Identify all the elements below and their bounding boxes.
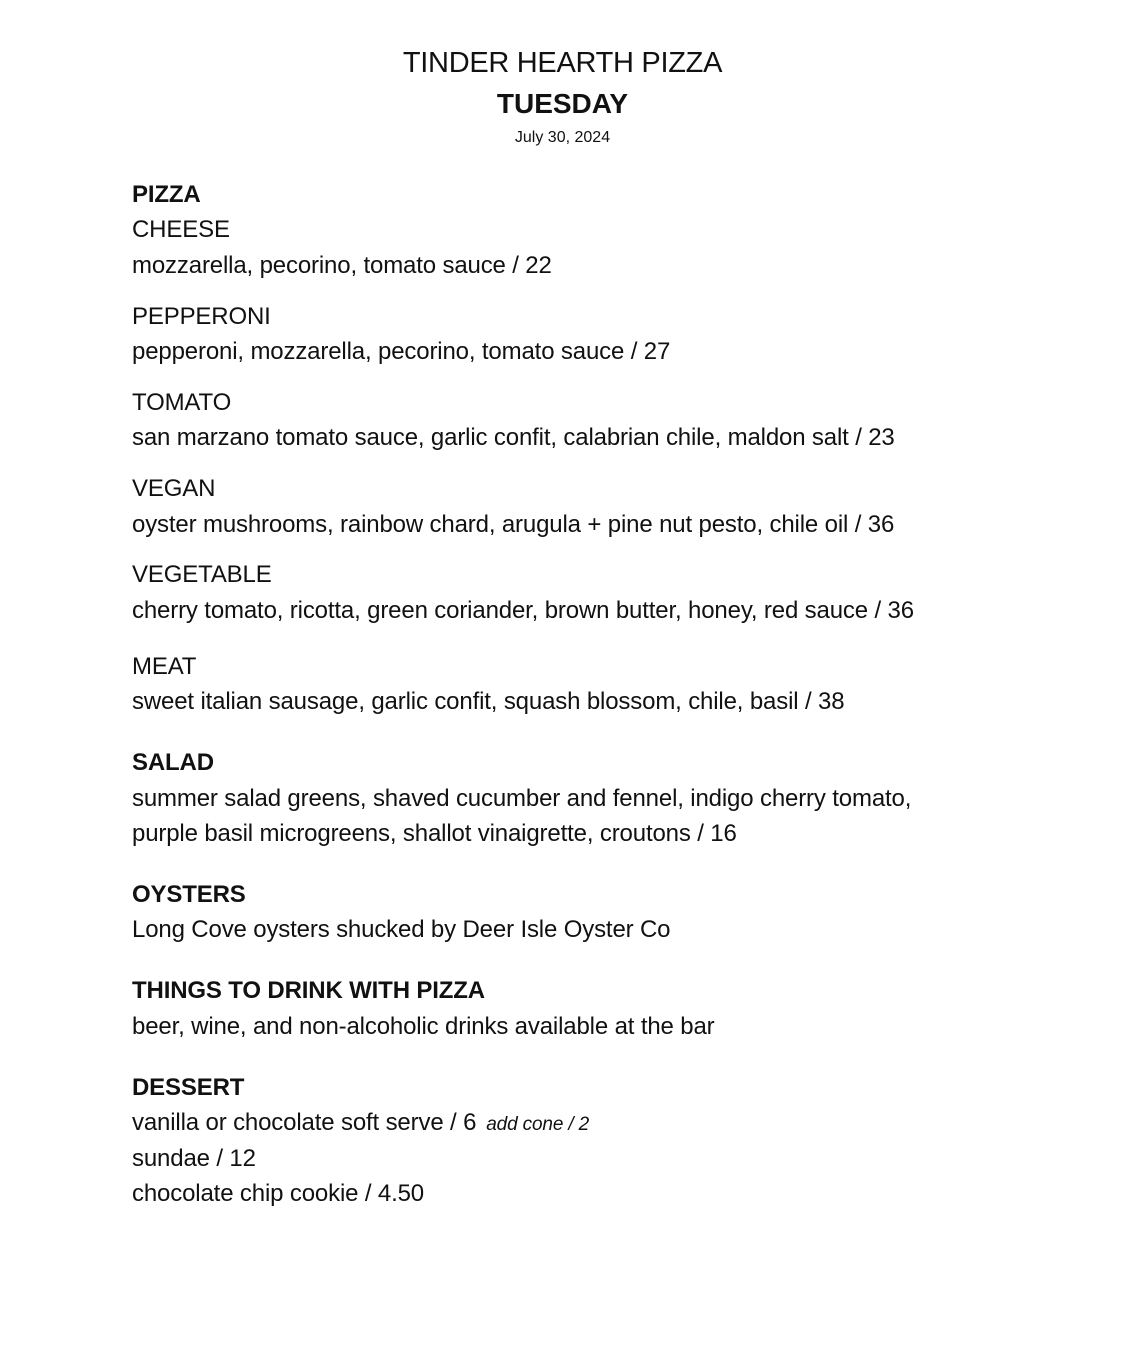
item-name: VEGETABLE bbox=[132, 561, 272, 588]
menu-day: TUESDAY bbox=[496, 88, 629, 119]
drinks-description: beer, wine, and non-alcoholic drinks available at the bar bbox=[132, 1013, 715, 1040]
dessert-item: sundae / 12 bbox=[132, 1145, 256, 1172]
oysters-heading: OYSTERS bbox=[132, 881, 246, 908]
pizza-heading: PIZZA bbox=[132, 181, 201, 208]
salad-description-line2: purple basil microgreens, shallot vinaigrette, croutons / 16 bbox=[132, 820, 737, 847]
dessert-item bbox=[132, 1107, 589, 1141]
item-name: PEPPERONI bbox=[132, 303, 271, 330]
item-name: CHEESE bbox=[132, 216, 230, 243]
item-name: MEAT bbox=[132, 653, 197, 680]
restaurant-name: TINDER HEARTH PIZZA bbox=[402, 47, 723, 79]
item-description: sweet italian sausage, garlic confit, squash blossom, chile, basil / 38 bbox=[132, 688, 845, 715]
item-description: san marzano tomato sauce, garlic confit, calabrian chile, maldon salt / 23 bbox=[132, 424, 895, 451]
item-description: oyster mushrooms, rainbow chard, arugula + pine nut pesto, chile oil / 36 bbox=[132, 511, 895, 538]
oysters-description: Long Cove oysters shucked by Deer Isle Oyster Co bbox=[132, 916, 671, 943]
item-description: pepperoni, mozzarella, pecorino, tomato sauce / 27 bbox=[132, 338, 671, 365]
item-description: cherry tomato, ricotta, green coriander, brown butter, honey, red sauce / 36 bbox=[132, 597, 914, 624]
dessert-item: chocolate chip cookie / 4.50 bbox=[132, 1180, 424, 1207]
soft-serve-text: vanilla or chocolate soft serve / 6 bbox=[132, 1109, 477, 1136]
dessert-heading: DESSERT bbox=[132, 1074, 245, 1101]
menu-date: July 30, 2024 bbox=[514, 129, 611, 146]
add-cone-note: add cone / 2 bbox=[486, 1114, 590, 1135]
salad-description-line1: summer salad greens, shaved cucumber and fennel, indigo cherry tomato, bbox=[132, 785, 912, 812]
item-name: TOMATO bbox=[132, 389, 232, 416]
item-description: mozzarella, pecorino, tomato sauce / 22 bbox=[132, 252, 552, 279]
drinks-heading: THINGS TO DRINK WITH PIZZA bbox=[132, 977, 485, 1004]
salad-heading: SALAD bbox=[132, 749, 214, 776]
item-name: VEGAN bbox=[132, 475, 216, 502]
